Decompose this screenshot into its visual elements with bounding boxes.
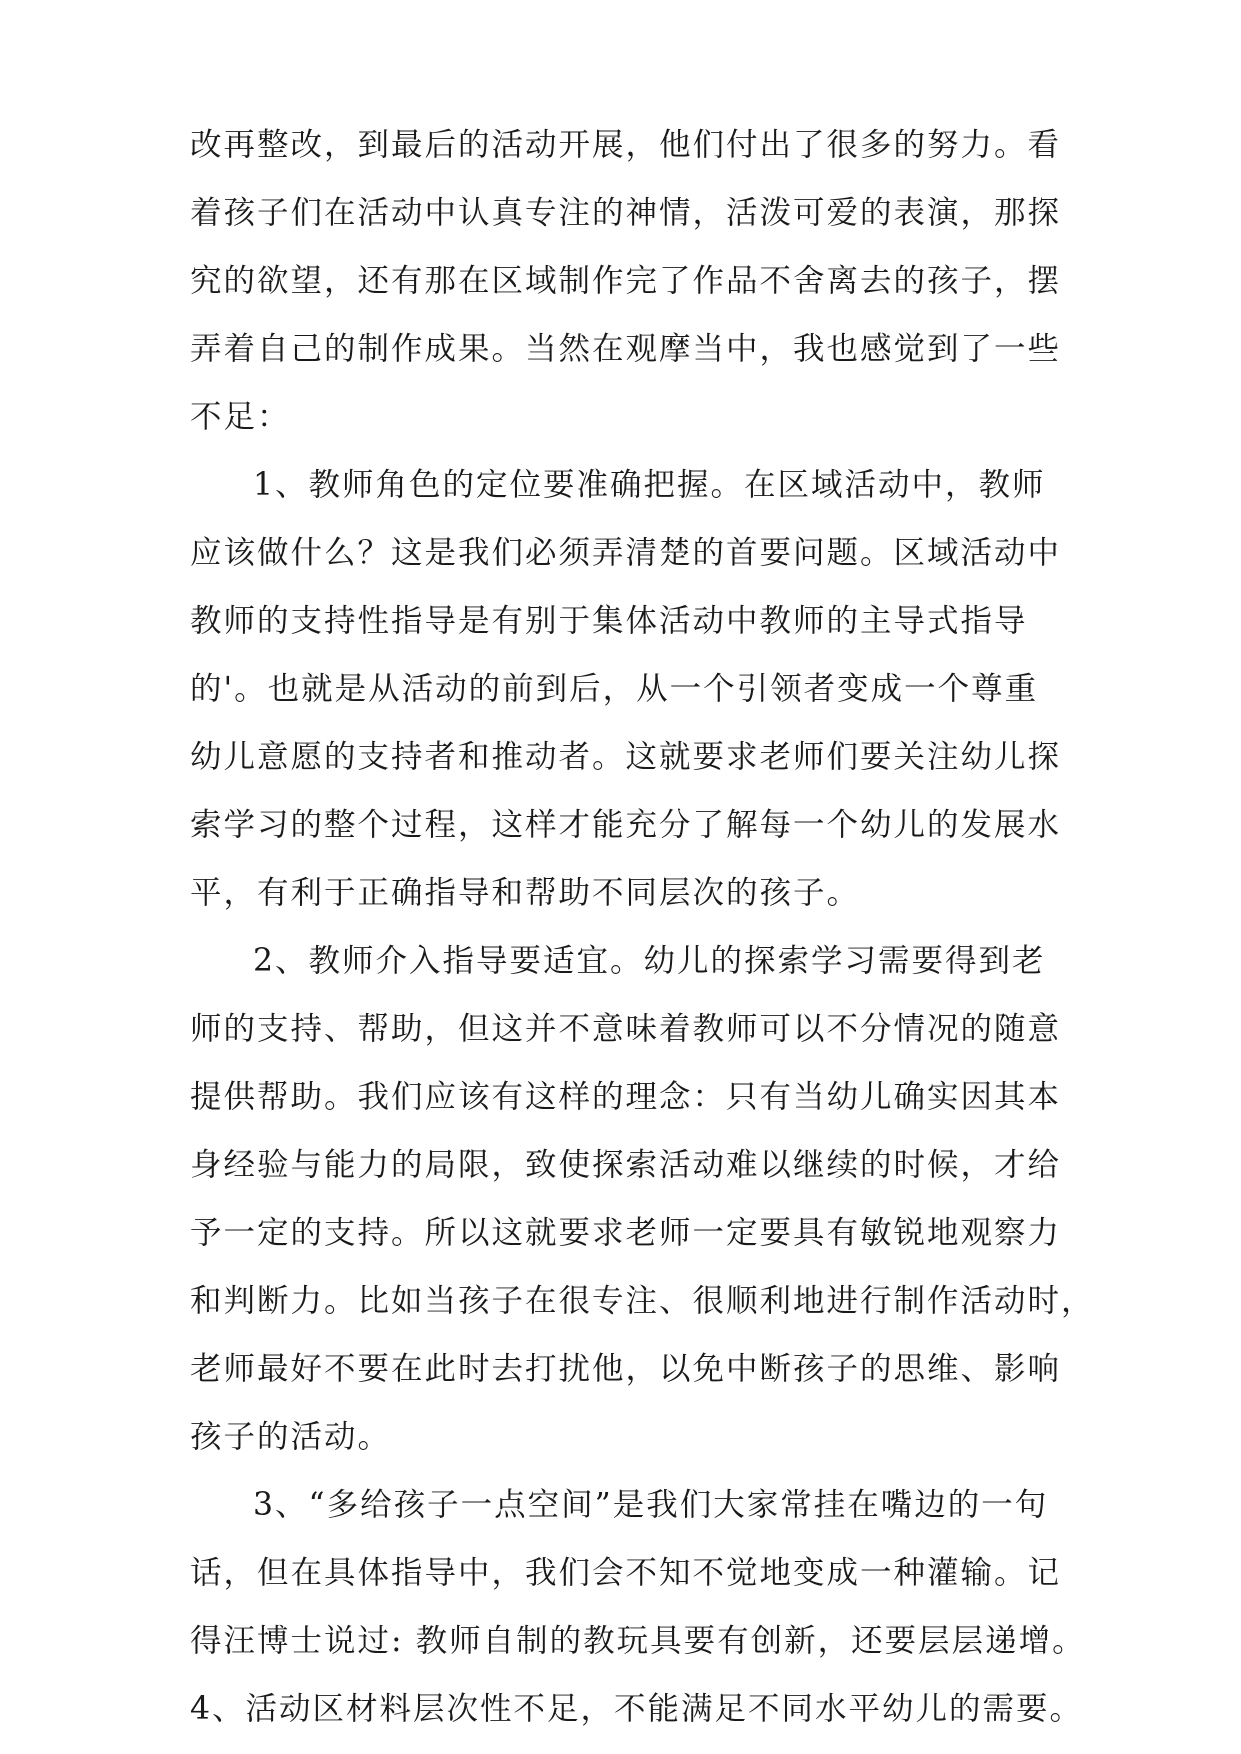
text-line: 身经验与能力的局限，致使探索活动难以继续的时候，才给 — [190, 1147, 1062, 1183]
text-line: 教师的支持性指导是有别于集体活动中教师的主导式指导 — [190, 603, 1028, 639]
text-line: 话，但在具体指导中，我们会不知不觉地变成一种灌输。记 — [190, 1555, 1062, 1591]
text-line: 应该做什么？这是我们必须弄清楚的首要问题。区域活动中 — [190, 535, 1062, 571]
text-line: 予一定的支持。所以这就要求老师一定要具有敏锐地观察力 — [190, 1215, 1062, 1251]
text-line: 和判断力。比如当孩子在很专注、很顺利地进行制作活动时， — [190, 1283, 1095, 1319]
paragraph-3-first-line: 3、“多给孩子一点空间”是我们大家常挂在嘴边的一句 — [253, 1487, 1049, 1523]
text-line: 孩子的活动。 — [190, 1419, 392, 1455]
paragraph-2-first-line: 2、教师介入指导要适宜。幼儿的探索学习需要得到老 — [253, 943, 1046, 979]
text-line: 师的支持、帮助，但这并不意味着教师可以不分情况的随意 — [190, 1011, 1062, 1047]
text-line: 老师最好不要在此时去打扰他，以免中断孩子的思维、影响 — [190, 1351, 1062, 1387]
text-line: 改再整改，到最后的活动开展，他们付出了很多的努力。看 — [190, 127, 1062, 163]
paragraph-1-first-line: 1、教师角色的定位要准确把握。在区域活动中，教师 — [253, 467, 1046, 503]
text-line: 着孩子们在活动中认真专注的神情，活泼可爱的表演，那探 — [190, 195, 1062, 231]
text-line: 索学习的整个过程，这样才能充分了解每一个幼儿的发展水 — [190, 807, 1062, 843]
text-line: 不足： — [190, 399, 291, 435]
text-line: 平，有利于正确指导和帮助不同层次的孩子。 — [190, 875, 861, 911]
text-line: 幼儿意愿的支持者和推动者。这就要求老师们要关注幼儿探 — [190, 739, 1062, 775]
text-line: 得汪博士说过: 教师自制的教玩具要有创新，还要层层递增。 — [190, 1623, 1086, 1659]
text-line: 弄着自己的制作成果。当然在观摩当中，我也感觉到了一些 — [190, 331, 1062, 367]
text-line: 究的欲望，还有那在区域制作完了作品不舍离去的孩子，摆 — [190, 263, 1062, 299]
text-line: 提供帮助。我们应该有这样的理念：只有当幼儿确实因其本 — [190, 1079, 1062, 1115]
text-line: 的'。也就是从活动的前到后，从一个引领者变成一个尊重 — [190, 671, 1039, 707]
text-line: 4、活动区材料层次性不足，不能满足不同水平幼儿的需要。 — [190, 1691, 1084, 1727]
